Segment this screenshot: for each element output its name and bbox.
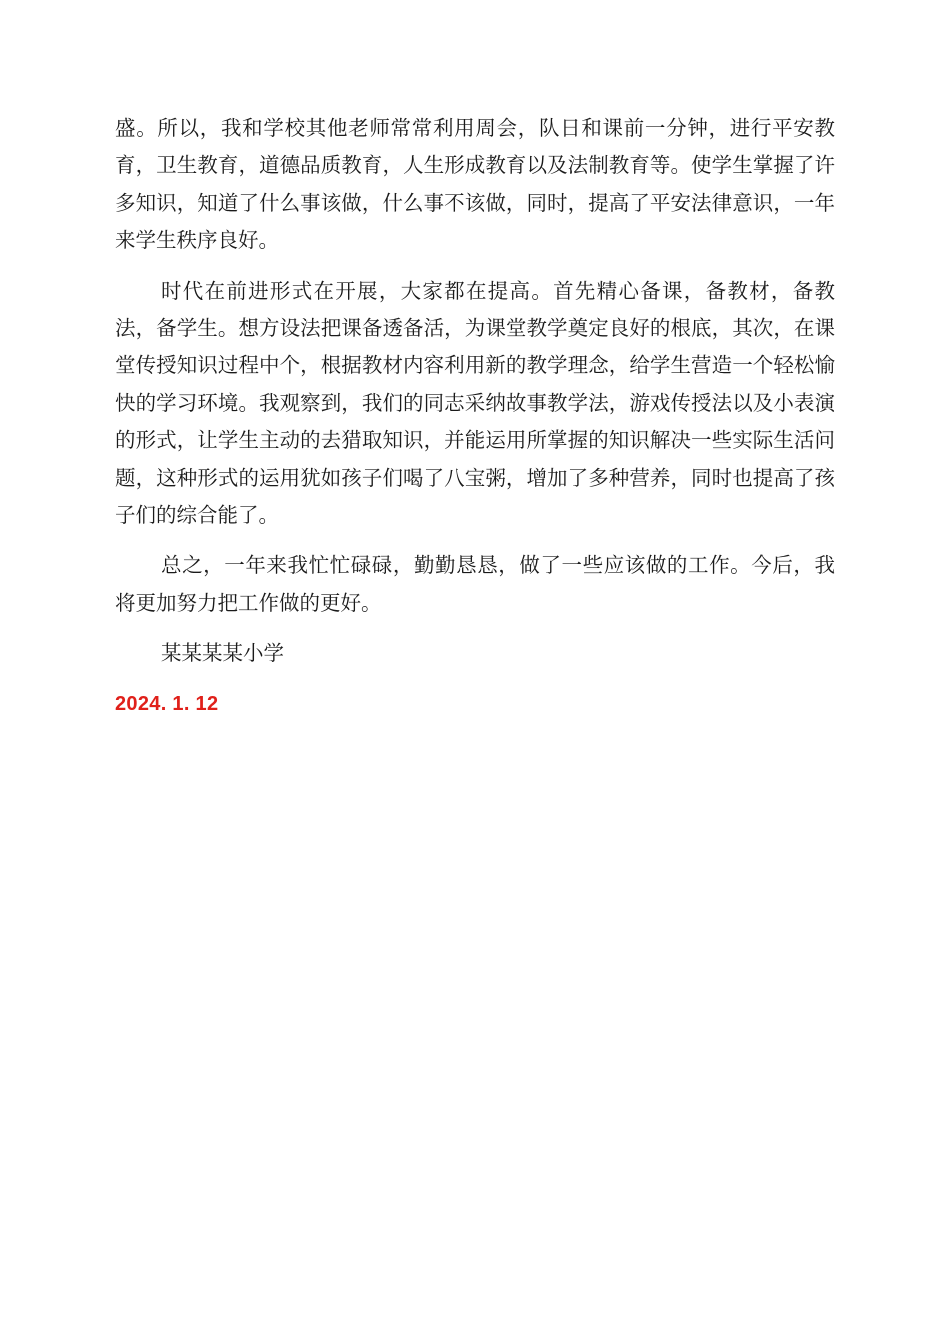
paragraph-teaching: 时代在前进形式在开展，大家都在提高。首先精心备课，备教材，备教法，备学生。想方设法把课备透备活，为课堂教学奠定良好的根底，其次，在课堂传授知识过程中个，根据教材内容利用新的教学理念，给学生营造一个轻松愉快的学习环境。我观察到，我们的同志采纳故事教学法，游戏传授法以及小表演的形式，让学生主动的去猎取知识，并能运用所掌握的知识解决一些实际生活问题，这种形式的运用犹如孩子们喝了八宝粥，增加了多种营养，同时也提高了孩子们的综合能了。	[115, 278, 835, 528]
document-page	[115, 110, 835, 723]
paragraph-continued: 盛。所以，我和学校其他老师常常利用周会，队日和课前一分钟，进行平安教育，卫生教育，道德品质教育，人生形成教育以及法制教育等。使学生掌握了许多知识，知道了什么事该做，什么事不该做，同时，提高了平安法律意识，一年来学生秩序良好。	[115, 116, 835, 253]
paragraph-conclusion: 总之，一年来我忙忙碌碌，勤勤恳恳，做了一些应该做的工作。今后，我将更加努力把工作做的更好。	[115, 553, 835, 615]
document-date: 2024. 1. 12	[115, 692, 219, 715]
signature-school: 某某某某小学	[161, 641, 284, 666]
